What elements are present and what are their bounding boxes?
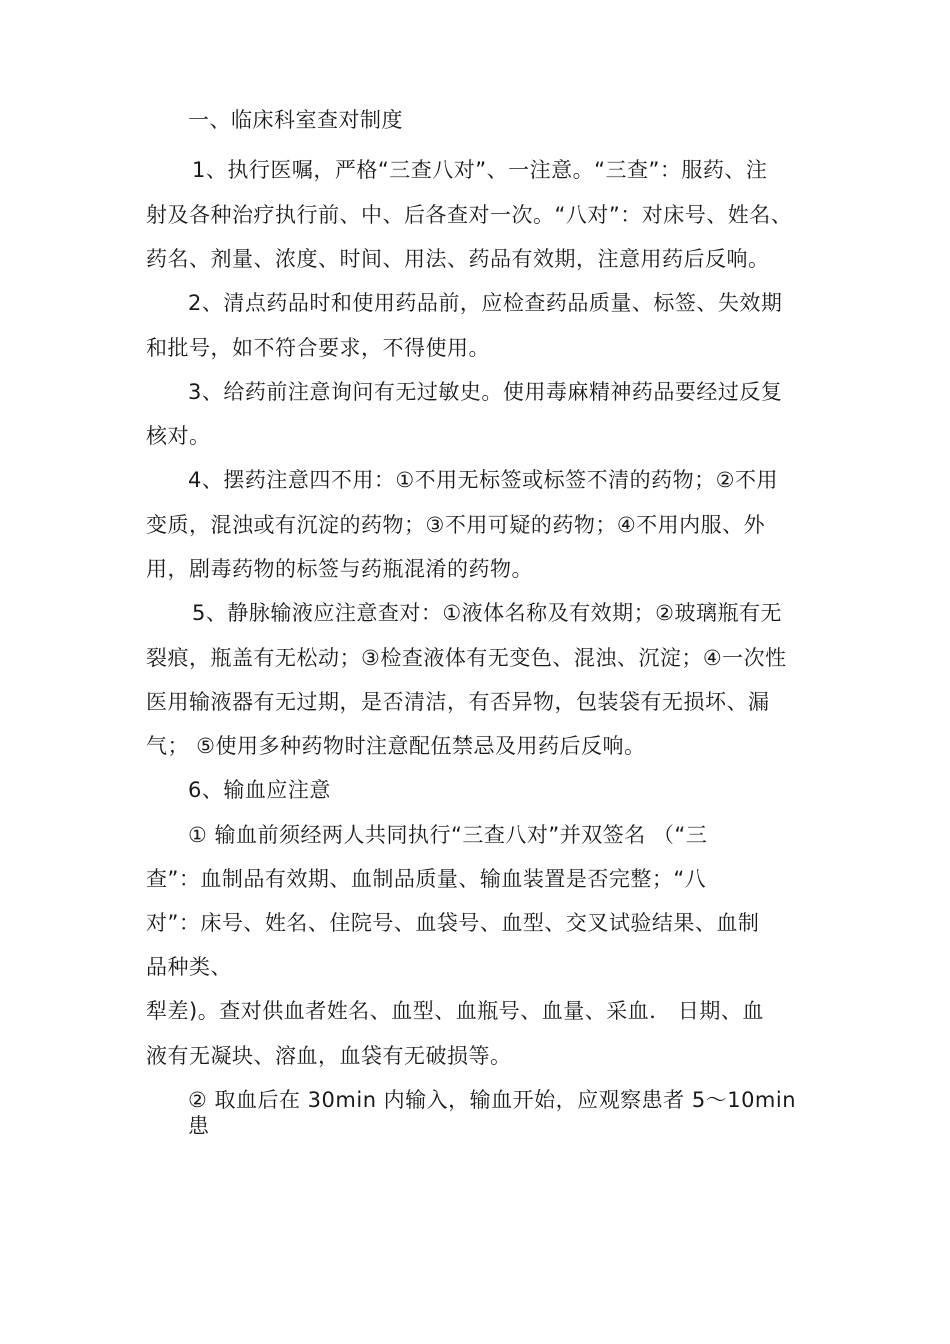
- text-line: 医用输液器有无过期，是否清洁，有否异物，包装袋有无损坏、漏: [146, 690, 770, 714]
- text-line: 射及各种治疗执行前、中、后各查对一次。“八对”：对床号、姓名、: [146, 203, 793, 227]
- text-line: 4、摆药注意四不用：①不用无标签或标签不清的药物；②不用: [188, 468, 779, 492]
- text-line: 5、静脉输液应注意查对：①液体名称及有效期；②玻璃瓶有无: [192, 601, 783, 625]
- text-line: 查”：血制品有效期、血制品质量、输血装置是否完整；“八: [146, 867, 707, 891]
- text-line: 气； ⑤使用多种药物时注意配伍禁忌及用药后反响。: [146, 734, 646, 758]
- text-line: 用，剧毒药物的标签与药瓶混淆的药物。: [146, 557, 533, 581]
- text-line: 和批号，如不符合要求，不得使用。: [146, 336, 490, 360]
- text-line: 6、输血应注意: [188, 778, 331, 802]
- text-line: 2、清点药品时和使用药品前，应检查药品质量、标签、失效期: [188, 291, 783, 315]
- text-line: 犁差)。查对供血者姓名、血型、血瓶号、血量、采血． 日期、血: [146, 999, 764, 1023]
- text-line: 1、执行医嘱，严格“三查八对”、一注意。“三查”：服药、注: [192, 158, 768, 182]
- text-line: 变质，混浊或有沉淀的药物；③不用可疑的药物；④不用内服、外: [146, 513, 766, 537]
- text-line: 液有无凝块、溶血，血袋有无破损等。: [146, 1044, 512, 1068]
- text-line: 品种类、: [146, 955, 232, 979]
- text-line: 裂痕，瓶盖有无松动；③检查液体有无变色、混浊、沉淀；④一次性: [146, 646, 787, 670]
- text-line: ① 输血前须经两人共同执行“三查八对”并双签名 （“三: [188, 823, 708, 847]
- text-line: ② 取血后在 30min 内输入，输血开始，应观察患者 5～10min: [188, 1088, 797, 1112]
- text-line: 药名、剂量、浓度、时间、用法、药品有效期，注意用药后反响。: [146, 247, 770, 271]
- text-line: 3、给药前注意询问有无过敏史。使用毒麻精神药品要经过反复: [188, 380, 783, 404]
- text-line: 患: [188, 1114, 210, 1138]
- document-title: 一、临床科室查对制度: [188, 108, 403, 132]
- text-line: 对”：床号、姓名、住院号、血袋号、血型、交叉试验结果、血制: [146, 911, 760, 935]
- text-line: 核对。: [146, 424, 211, 448]
